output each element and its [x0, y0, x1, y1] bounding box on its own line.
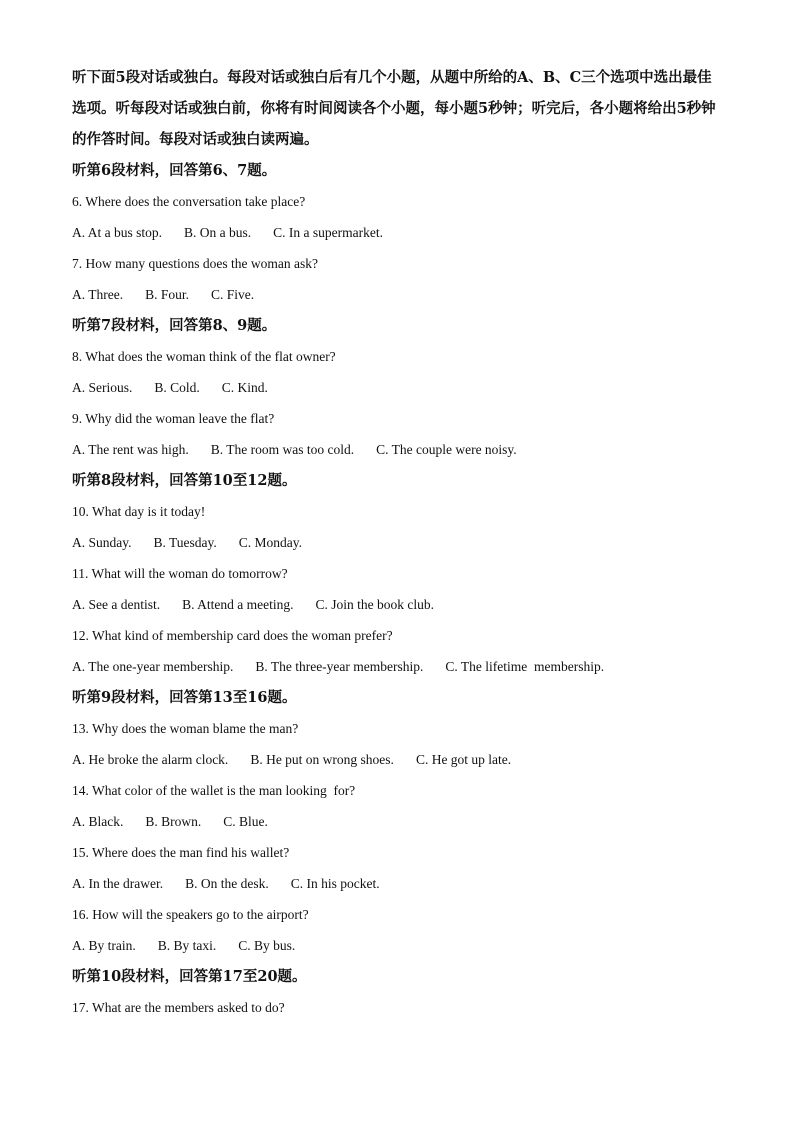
option-b: B. He put on wrong shoes. [250, 752, 394, 767]
option-b: B. On the desk. [185, 876, 269, 891]
options-row [72, 527, 722, 558]
question-text: 13. Why does the woman blame the man? [72, 721, 299, 736]
question-text: 17. What are the members asked to do? [72, 1000, 285, 1015]
options-row [72, 434, 722, 465]
question-text: 9. Why did the woman leave the flat? [72, 411, 275, 426]
option-a: A. He broke the alarm clock. [72, 752, 229, 767]
option-b: B. Attend a meeting. [182, 597, 294, 612]
option-c: C. Join the book club. [315, 597, 434, 612]
options-row [72, 372, 722, 403]
option-c: C. The couple were noisy. [376, 442, 517, 457]
option-a: A. Three. [72, 287, 124, 302]
option-a: A. At a bus stop. [72, 225, 163, 240]
question-text: 10. What day is it today! [72, 504, 206, 519]
option-a: A. Sunday. [72, 535, 132, 550]
options-row [72, 868, 722, 899]
question-text: 11. What will the woman do tomorrow? [72, 566, 288, 581]
option-a: A. Black. [72, 814, 124, 829]
option-b: B. By taxi. [157, 938, 217, 953]
option-c: C. Kind. [221, 380, 268, 395]
option-b: B. The three-year membership. [255, 659, 424, 674]
options-row [72, 589, 722, 620]
option-a: A. See a dentist. [72, 597, 161, 612]
option-a: A. Serious. [72, 380, 133, 395]
question-text: 8. What does the woman think of the flat owner? [72, 349, 336, 364]
options-row [72, 279, 722, 310]
instructions: 听下面5段对话或独白。每段对话或独白后有几个小题，从题中所给的A、B、C三个选项中选出最佳选项。听每段对话或独白前，你将有时间阅读各个小题，每小题5秒钟；听完后，各小题将给出5秒钟的作答时间。每段对话或独白读两遍。 [72, 69, 716, 148]
option-b: B. Cold. [154, 380, 200, 395]
option-c: C. Five. [211, 287, 255, 302]
option-c: C. Monday. [238, 535, 303, 550]
options-row [72, 806, 722, 837]
question-text: 12. What kind of membership card does the woman prefer? [72, 628, 393, 643]
option-a: A. By train. [72, 938, 136, 953]
options-row [72, 217, 722, 248]
option-a: A. The one-year membership. [72, 659, 234, 674]
question-text: 7. How many questions does the woman ask? [72, 256, 318, 271]
question-text: 6. Where does the conversation take place? [72, 194, 306, 209]
option-b: B. Brown. [145, 814, 202, 829]
section-heading: 听第7段材料，回答第8、9题。 [72, 317, 277, 334]
options-row [72, 651, 722, 682]
option-c: C. Blue. [223, 814, 268, 829]
option-c: C. In his pocket. [290, 876, 380, 891]
exam-page [72, 62, 722, 1023]
section-heading: 听第6段材料，回答第6、7题。 [72, 162, 277, 179]
option-b: B. On a bus. [184, 225, 252, 240]
option-c: C. He got up late. [415, 752, 512, 767]
option-b: B. Four. [145, 287, 189, 302]
section-heading: 听第9段材料，回答第13至16题。 [72, 689, 297, 706]
option-c: C. In a supermarket. [273, 225, 383, 240]
option-c: C. The lifetime membership. [445, 659, 605, 674]
section-heading: 听第8段材料，回答第10至12题。 [72, 472, 297, 489]
option-c: C. By bus. [238, 938, 296, 953]
option-b: B. The room was too cold. [210, 442, 355, 457]
options-row [72, 930, 722, 961]
sections-container [72, 155, 722, 1023]
question-text: 16. How will the speakers go to the airport? [72, 907, 309, 922]
question-text: 15. Where does the man find his wallet? [72, 845, 290, 860]
question-text: 14. What color of the wallet is the man looking for? [72, 783, 356, 798]
section-heading: 听第10段材料，回答第17至20题。 [72, 968, 307, 985]
option-a: A. In the drawer. [72, 876, 164, 891]
option-a: A. The rent was high. [72, 442, 189, 457]
option-b: B. Tuesday. [153, 535, 217, 550]
options-row [72, 744, 722, 775]
